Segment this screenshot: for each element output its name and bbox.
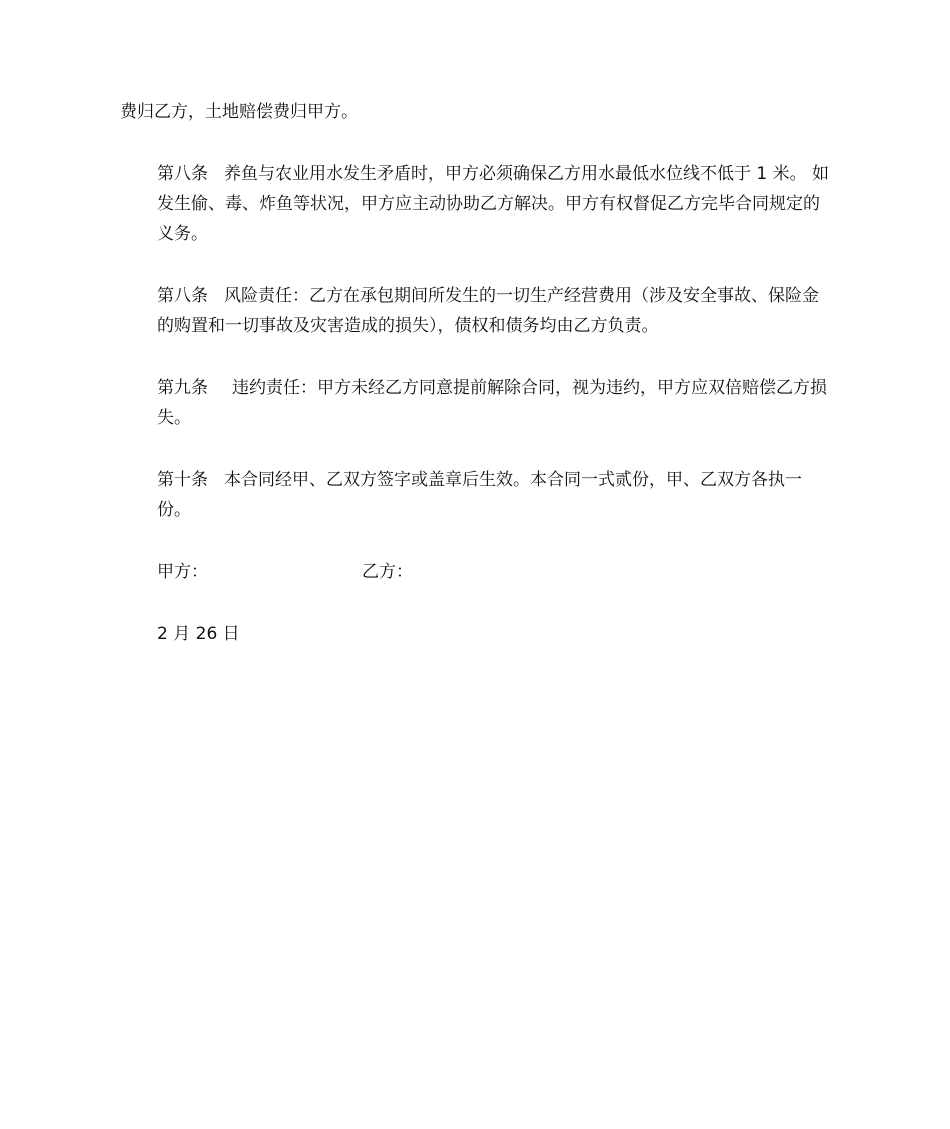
document-body bbox=[120, 97, 832, 649]
article-paragraph bbox=[120, 281, 832, 341]
intro-paragraph: 费归乙方，土地赔偿费归甲方。 bbox=[120, 102, 358, 122]
article-text: 违约责任：甲方未经乙方同意提前解除合同，视为违约，甲方应双倍赔偿乙方损失。 bbox=[157, 378, 827, 428]
article-number: 第九条 bbox=[157, 378, 208, 398]
article-number: 第八条 bbox=[157, 164, 208, 184]
party-a-label: 甲方： bbox=[157, 562, 208, 582]
party-b-label: 乙方： bbox=[362, 562, 413, 582]
signature-row bbox=[120, 557, 832, 587]
article-text: 风险责任：乙方在承包期间所发生的一切生产经营费用（涉及安全事故、保险金的购置和一切事故及灾害造成的损失），债权和债务均由乙方负责。 bbox=[157, 286, 819, 336]
article-paragraph bbox=[120, 373, 832, 433]
article-paragraph bbox=[120, 159, 832, 249]
article-number: 第八条 bbox=[157, 286, 208, 306]
article-text: 本合同经甲、乙双方签字或盖章后生效。本合同一式贰份，甲、乙双方各执一份。 bbox=[157, 470, 802, 520]
article-number: 第十条 bbox=[157, 470, 208, 490]
article-paragraph bbox=[120, 465, 832, 525]
date-line: 2 月 26 日 bbox=[157, 624, 240, 644]
article-text: 养鱼与农业用水发生矛盾时，甲方必须确保乙方用水最低水位线不低于 1 米。 如发生偷、毒、炸鱼等状况，甲方应主动协助乙方解决。甲方有权督促乙方完毕合同规定的义务。 bbox=[157, 164, 830, 244]
